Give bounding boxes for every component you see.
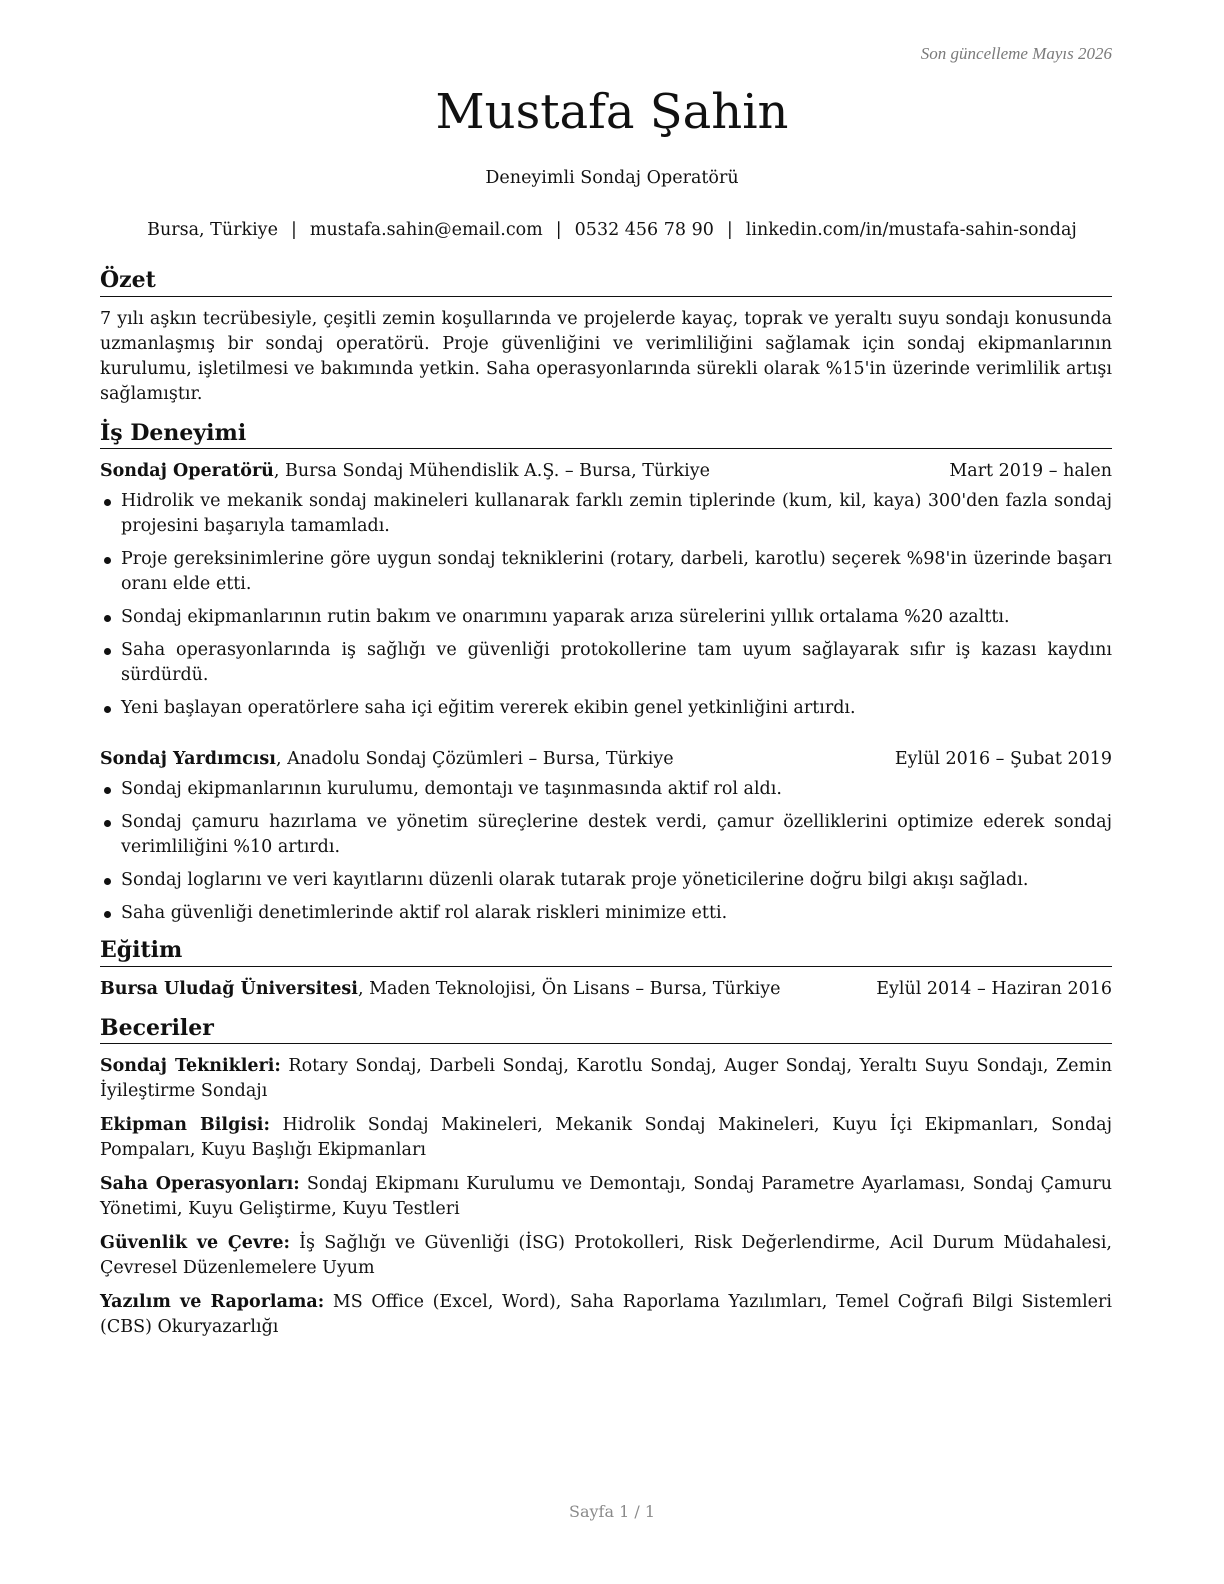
page-number: Sayfa 1 / 1 [568,1502,655,1521]
contact-separator: | [290,220,297,240]
skill-label: Sondaj Teknikleri: [100,1056,281,1077]
job-bullet: Saha operasyonlarında iş sağlığı ve güvenliği protokollerine tam uyum sağlayarak sıfır iş kazası kaydını sürdürdü. [100,638,1112,688]
skills-section [100,1014,1112,1341]
experience-section [100,419,1112,927]
skill-label: Güvenlik ve Çevre: [100,1233,290,1254]
contact-linkedin[interactable]: linkedin.com/in/mustafa-sahin-sondaj [745,220,1077,240]
contact-separator: | [555,220,562,240]
education-dates: Eylül 2014 – Haziran 2016 [876,978,1112,999]
job-bullet: Hidrolik ve mekanik sondaj makineleri kullanarak farklı zemin tiplerinde (kum, kil, kaya) 300'den fazla sondaj projesini başarıyla tamamladı. [100,489,1112,539]
resume-content [100,266,1112,1349]
skill-text: Rotary Sondaj, Darbeli Sondaj, Karotlu Sondaj, Auger Sondaj, Yeraltı Suyu Sondajı, Zemin İyileştirme Sondajı [100,1056,1112,1102]
contact-location: Bursa, Türkiye [147,220,278,240]
job-bullet: Sondaj çamuru hazırlama ve yönetim süreçlerine destek verdi, çamur özelliklerini optimize ederek sondaj verimliliğini %10 artırdı. [100,810,1112,860]
education-detail: , Maden Teknolojisi, Ön Lisans – Bursa, Türkiye [357,978,781,999]
summary-section [100,266,1112,407]
job-bullet: Sondaj ekipmanlarının kurulumu, demontajı ve taşınmasında aktif rol aldı. [100,777,1112,802]
education-entry [100,977,1112,1002]
experience-title: İş Deneyimi [100,419,1112,450]
skill-row [100,1290,1112,1340]
contact-separator: | [726,220,733,240]
contact-line [0,219,1224,242]
candidate-name: Mustafa Şahin [435,84,789,140]
education-school: Bursa Uludağ Üniversitesi [100,978,358,999]
candidate-headline: Deneyimli Sondaj Operatörü [485,168,739,188]
last-updated: Son güncelleme Mayıs 2026 [920,44,1112,63]
job-bullet: Proje gereksinimlerine göre uygun sondaj tekniklerini (rotary, darbeli, karotlu) seçerek %98'in üzerinde başarı oranı elde etti. [100,547,1112,597]
job-bullet: Sondaj loglarını ve veri kayıtlarını düzenli olarak tutarak proje yöneticilerine doğru bilgi akışı sağladı. [100,868,1112,893]
job-header [100,459,1112,484]
skill-label: Ekipman Bilgisi: [100,1115,270,1136]
job-entry [100,747,1112,926]
skill-row [100,1054,1112,1104]
skill-row [100,1113,1112,1163]
job-dates: Mart 2019 – halen [949,461,1112,482]
skills-title: Beceriler [100,1014,1112,1045]
summary-title: Özet [100,266,1112,297]
contact-email[interactable]: mustafa.sahin@email.com [309,220,543,240]
skill-text: Sondaj Ekipmanı Kurulumu ve Demontajı, Sondaj Parametre Ayarlaması, Sondaj Çamuru Yönetimi, Kuyu Geliştirme, Kuyu Testleri [100,1174,1112,1220]
contact-phone: 0532 456 78 90 [574,220,714,240]
job-company: , Bursa Sondaj Mühendislik A.Ş. – Bursa, Türkiye [273,461,710,482]
job-role: Sondaj Operatörü [100,461,274,482]
job-header [100,747,1112,772]
skill-label: Yazılım ve Raporlama: [100,1292,325,1313]
skill-text: MS Office (Excel, Word), Saha Raporlama Yazılımları, Temel Coğrafi Bilgi Sistemleri (CBS) Okuryazarlığı [100,1292,1113,1338]
skill-row [100,1231,1112,1281]
job-bullet: Saha güvenliği denetimlerinde aktif rol alarak riskleri minimize etti. [100,901,1112,926]
job-bullet: Sondaj ekipmanlarının rutin bakım ve onarımını yaparak arıza sürelerini yıllık ortalama %20 azalttı. [100,605,1112,630]
education-section [100,936,1112,1002]
skill-row [100,1172,1112,1222]
education-title: Eğitim [100,936,1112,967]
job-entry [100,459,1112,721]
skill-label: Saha Operasyonları: [100,1174,300,1195]
job-bullet: Yeni başlayan operatörlere saha içi eğitim vererek ekibin genel yetkinliğini artırdı. [100,696,1112,721]
job-bullets [100,777,1112,926]
job-bullets [100,489,1112,721]
summary-text: 7 yılı aşkın tecrübesiyle, çeşitli zemin koşullarında ve projelerde kayaç, toprak ve yeraltı suyu sondajı konusunda uzmanlaşmış bir sondaj operatörü. Proje güvenliğini ve verimliliğini sağlamak için sondaj ekipmanlarının kurulumu, işletilmesi ve bakımında yetkin. Saha operasyonlarında sürekli olarak %15'in üzerinde verimlilik artışı sağlamıştır. [100,308,1112,404]
skill-text: İş Sağlığı ve Güvenliği (İSG) Protokolleri, Risk Değerlendirme, Acil Durum Müdahalesi, Çevresel Düzenlemelere Uyum [100,1233,1112,1279]
job-dates: Eylül 2016 – Şubat 2019 [894,749,1112,770]
skill-text: Hidrolik Sondaj Makineleri, Mekanik Sondaj Makineleri, Kuyu İçi Ekipmanları, Sondaj Pompaları, Kuyu Başlığı Ekipmanları [100,1115,1113,1161]
job-role: Sondaj Yardımcısı [100,749,276,770]
job-company: , Anadolu Sondaj Çözümleri – Bursa, Türkiye [275,749,674,770]
